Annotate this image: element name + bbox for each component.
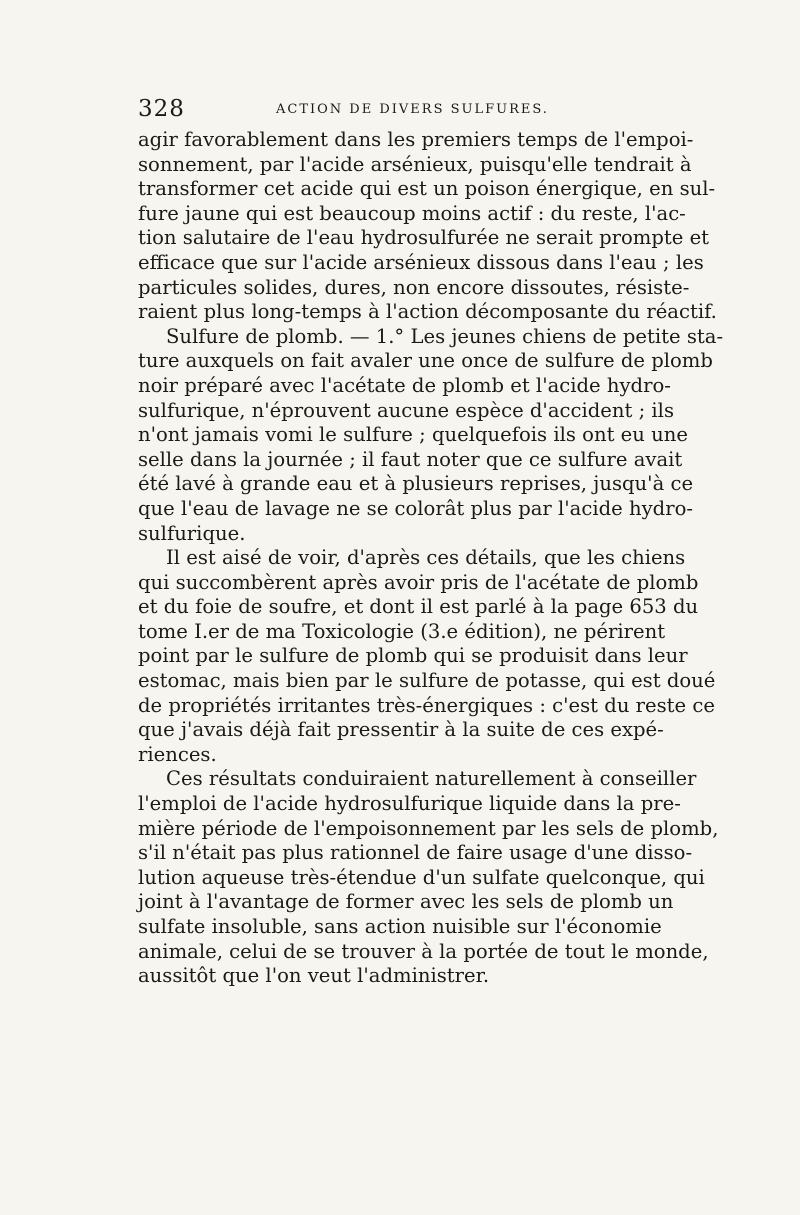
text-line: mière période de l'empoisonnement par les sels de plomb, — [138, 816, 719, 840]
text-line: transformer cet acide qui est un poison énergique, en sul- — [138, 177, 716, 201]
text-line: Il est aisé de voir, d'après ces détails, que les chiens — [166, 546, 686, 570]
text-line: sulfurique, n'éprouvent aucune espèce d'accident ; ils — [138, 398, 674, 422]
text-line: et du foie de soufre, et dont il est parlé à la page 653 du — [138, 595, 699, 619]
text-line: aussitôt que l'on veut l'administrer. — [138, 964, 490, 988]
text-line: sulfurique. — [138, 521, 246, 545]
text-line: animale, celui de se trouver à la portée de tout le monde, — [138, 939, 709, 963]
text-line: joint à l'avantage de former avec les sels de plomb un — [138, 890, 674, 914]
text-line: fure jaune qui est beaucoup moins actif : du reste, l'ac- — [138, 201, 686, 225]
text-line: sonnement, par l'acide arsénieux, puisqu'elle tendrait à — [138, 152, 692, 176]
text-line: riences. — [138, 742, 217, 766]
running-head: ACTION DE DIVERS SULFURES. — [276, 102, 549, 117]
text-line: Ces résultats conduiraient naturellement à conseiller — [166, 767, 697, 791]
text-line: qui succombèrent après avoir pris de l'acétate de plomb — [138, 570, 699, 594]
text-line: selle dans la journée ; il faut noter que ce sulfure avait — [138, 447, 683, 471]
text-line: sulfate insoluble, sans action nuisible sur l'économie — [138, 915, 662, 938]
text-line: tome I.er de ma Toxicologie (3.e édition), ne périrent — [138, 619, 666, 643]
text-line: l'emploi de l'acide hydrosulfurique liquide dans la pre- — [138, 792, 681, 816]
text-line: point par le sulfure de plomb qui se produisit dans leur — [138, 644, 688, 668]
text-line: noir préparé avec l'acétate de plomb et l'acide hydro- — [138, 373, 671, 397]
text-line: raient plus long-temps à l'action décomposante du réactif. — [138, 300, 717, 324]
text-line: de propriétés irritantes très-énergiques : c'est du reste ce — [138, 693, 715, 717]
text-line: particules solides, dures, non encore dissoutes, résiste- — [138, 275, 690, 299]
text-line: que j'avais déjà fait pressentir à la suite de ces expé- — [138, 718, 664, 742]
text-line: efficace que sur l'acide arsénieux dissous dans l'eau ; les — [138, 250, 704, 274]
text-line: été lavé à grande eau et à plusieurs reprises, jusqu'à ce — [138, 472, 694, 496]
text-line: Sulfure de plomb. — 1.° Les jeunes chiens de petite sta- — [166, 324, 724, 348]
book-page — [138, 96, 724, 989]
text-line: lution aqueuse très-étendue d'un sulfate quelconque, qui — [138, 865, 705, 889]
text-line: estomac, mais bien par le sulfure de potasse, qui est doué — [138, 669, 716, 693]
text-line: n'ont jamais vomi le sulfure ; quelquefois ils ont eu une — [138, 423, 688, 447]
text-line: que l'eau de lavage ne se colorât plus par l'acide hydro- — [138, 496, 693, 520]
page-header — [138, 96, 658, 122]
text-line: ture auxquels on fait avaler une once de sulfure de plomb — [138, 349, 713, 373]
body-text — [138, 128, 724, 989]
text-line: tion salutaire de l'eau hydrosulfurée ne serait prompte et — [138, 226, 710, 250]
text-line: s'il n'était pas plus rationnel de faire usage d'une disso- — [138, 841, 693, 865]
page-number: 328 — [138, 96, 185, 122]
text-line: agir favorablement dans les premiers temps de l'empoi- — [138, 128, 694, 151]
